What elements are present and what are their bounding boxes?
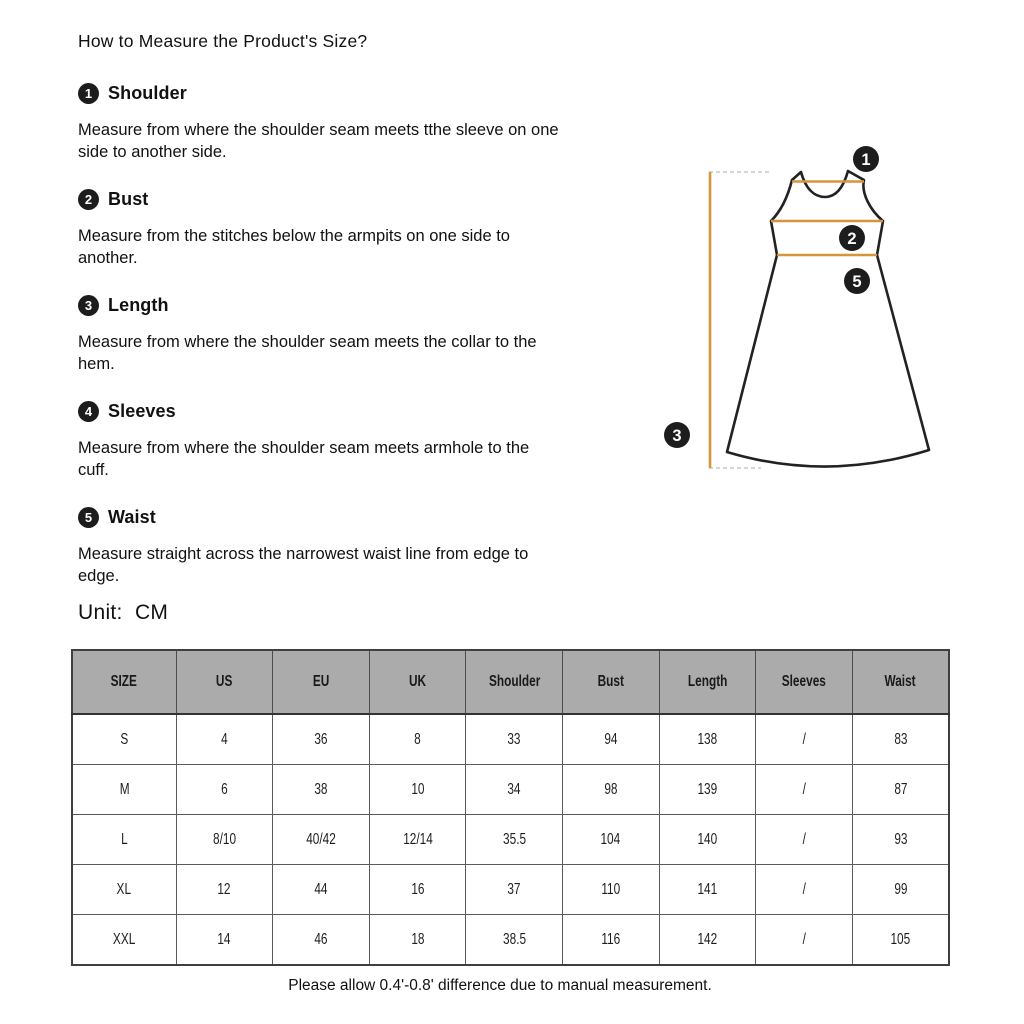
marker-length-number: 3: [672, 427, 682, 445]
marker-waist-number: 5: [852, 273, 862, 291]
cell-value: 8: [414, 730, 421, 748]
size-cell: [659, 865, 756, 915]
section-length: [78, 295, 612, 375]
table-row-xxl: [72, 915, 949, 966]
column-header-us: [176, 650, 273, 714]
cell-value: 18: [410, 930, 425, 948]
size-cell: [756, 865, 853, 915]
size-cell: [176, 915, 273, 966]
size-cell: [852, 865, 949, 915]
description-line: Measure from where the shoulder seam meets the collar to the: [78, 333, 537, 351]
size-cell: [563, 865, 660, 915]
section-label: Waist: [108, 507, 156, 527]
section-heading: [78, 401, 612, 422]
size-cell: [72, 815, 176, 865]
cell-value: 104: [600, 830, 621, 848]
size-cell: [176, 765, 273, 815]
cell-value: M: [119, 780, 130, 798]
cell-value: 98: [604, 780, 618, 798]
column-header-bust: [563, 650, 660, 714]
column-header-eu: [273, 650, 370, 714]
section-bust: [78, 189, 612, 269]
size-cell: [852, 765, 949, 815]
cell-value: 93: [893, 830, 908, 848]
cell-value: 38.5: [502, 930, 526, 948]
size-cell: [563, 714, 660, 765]
column-header-uk: [369, 650, 466, 714]
cell-value: 12: [217, 880, 231, 898]
size-cell: [466, 915, 563, 966]
cell-value: 34: [507, 780, 521, 798]
cell-value: XXL: [113, 930, 136, 948]
cell-value: /: [802, 780, 806, 798]
section-heading: [78, 295, 612, 316]
description-line: Measure from where the shoulder seam meets tthe sleeve on one: [78, 121, 559, 139]
cell-value: 138: [697, 730, 718, 748]
cell-value: 105: [890, 930, 911, 948]
size-cell: [659, 714, 756, 765]
section-heading: [78, 507, 612, 528]
table-row-s: [72, 714, 949, 765]
number-badge-2: 2: [78, 189, 99, 210]
size-cell: [852, 714, 949, 765]
section-label: Sleeves: [108, 401, 176, 421]
cell-value: 116: [601, 930, 621, 948]
table-row-m: [72, 765, 949, 815]
section-label: Shoulder: [108, 83, 187, 103]
cell-value: 139: [697, 780, 718, 798]
size-cell: [659, 915, 756, 966]
section-shoulder: [78, 83, 612, 163]
section-description: [78, 543, 612, 587]
description-line: another.: [78, 249, 138, 267]
number-badge-5: 5: [78, 507, 99, 528]
size-cell: [369, 865, 466, 915]
cell-value: 36: [314, 730, 328, 748]
cell-value: 46: [314, 930, 328, 948]
size-cell: [273, 815, 370, 865]
column-header-waist: [852, 650, 949, 714]
description-line: Measure from where the shoulder seam meets armhole to the: [78, 439, 530, 457]
size-cell: [369, 714, 466, 765]
size-cell: [659, 765, 756, 815]
cell-value: 33: [507, 730, 521, 748]
section-description: [78, 331, 612, 375]
size-cell: [466, 765, 563, 815]
table-row-xl: [72, 865, 949, 915]
cell-value: L: [120, 830, 128, 848]
number-badge-4: 4: [78, 401, 99, 422]
cell-value: 40/42: [306, 830, 336, 848]
cell-value: 10: [410, 780, 425, 798]
cell-value: 94: [604, 730, 618, 748]
size-cell: [852, 815, 949, 865]
size-cell: [852, 915, 949, 966]
cell-value: 141: [697, 880, 718, 898]
column-header-label: Bust: [597, 673, 624, 690]
description-line: Measure from the stitches below the armpits on one side to: [78, 227, 510, 245]
dress-outline: [727, 171, 929, 467]
size-cell: [369, 915, 466, 966]
size-cell: [466, 865, 563, 915]
cell-value: /: [802, 830, 806, 848]
cell-value: /: [802, 880, 806, 898]
section-description: [78, 437, 612, 481]
size-cell: [176, 815, 273, 865]
section-label: Length: [108, 295, 169, 315]
column-header-size: [72, 650, 176, 714]
cell-value: 14: [217, 930, 231, 948]
description-line: Measure straight across the narrowest waist line from edge to: [78, 545, 529, 563]
marker-bust-number: 2: [847, 230, 857, 248]
cell-value: 142: [697, 930, 718, 948]
header-row: [72, 650, 949, 714]
cell-value: 83: [893, 730, 908, 748]
cell-value: /: [802, 930, 806, 948]
column-header-shoulder: [466, 650, 563, 714]
column-header-label: Shoulder: [488, 673, 540, 690]
size-cell: [756, 815, 853, 865]
size-cell: [563, 915, 660, 966]
size-cell: [369, 815, 466, 865]
column-header-label: Waist: [884, 673, 916, 690]
size-cell: [273, 714, 370, 765]
measurement-note: Please allow 0.4'-0.8' difference due to manual measurement.: [288, 977, 712, 994]
size-cell: [563, 815, 660, 865]
cell-value: 38: [314, 780, 328, 798]
cell-value: 44: [314, 880, 328, 898]
size-cell: [72, 865, 176, 915]
description-line: cuff.: [78, 461, 109, 479]
section-description: [78, 225, 612, 269]
cell-value: 110: [601, 880, 621, 898]
unit-label: Unit: CM: [78, 601, 169, 624]
description-line: hem.: [78, 355, 115, 373]
section-label: Bust: [108, 189, 149, 209]
cell-value: 35.5: [502, 830, 526, 848]
description-line: edge.: [78, 567, 120, 585]
number-badge-1: 1: [78, 83, 99, 104]
measure-instructions: [78, 31, 612, 613]
column-header-label: US: [216, 673, 233, 690]
size-cell: [466, 714, 563, 765]
size-cell: [273, 915, 370, 966]
size-cell: [466, 815, 563, 865]
size-cell: [72, 765, 176, 815]
size-cell: [563, 765, 660, 815]
size-cell: [72, 714, 176, 765]
size-cell: [176, 865, 273, 915]
cell-value: S: [120, 730, 129, 748]
size-cell: [72, 915, 176, 966]
cell-value: 16: [410, 880, 425, 898]
marker-shoulder-number: 1: [861, 151, 871, 169]
size-cell: [369, 765, 466, 815]
size-table: [71, 649, 950, 966]
section-heading: [78, 189, 612, 210]
cell-value: 12/14: [402, 830, 433, 848]
size-cell: [659, 815, 756, 865]
size-table-header: [72, 650, 949, 714]
column-header-label: Length: [687, 673, 728, 690]
cell-value: 99: [893, 880, 908, 898]
size-table-body: [72, 714, 949, 965]
cell-value: 37: [507, 880, 521, 898]
table-row-l: [72, 815, 949, 865]
column-header-label: SIZE: [111, 673, 138, 690]
section-waist: [78, 507, 612, 587]
size-cell: [273, 865, 370, 915]
section-sleeves: [78, 401, 612, 481]
dress-diagram: [640, 118, 960, 490]
size-cell: [273, 765, 370, 815]
section-description: [78, 119, 612, 163]
size-cell: [756, 915, 853, 966]
cell-value: 6: [221, 780, 228, 798]
cell-value: XL: [116, 880, 132, 898]
size-cell: [756, 714, 853, 765]
cell-value: 140: [697, 830, 718, 848]
column-header-label: EU: [312, 673, 330, 690]
size-cell: [756, 765, 853, 815]
cell-value: 8/10: [212, 830, 236, 848]
section-heading: [78, 83, 612, 104]
column-header-sleeves: [756, 650, 853, 714]
size-cell: [176, 714, 273, 765]
cell-value: 4: [221, 730, 228, 748]
number-badge-3: 3: [78, 295, 99, 316]
page-title: How to Measure the Product's Size?: [78, 31, 368, 51]
column-header-length: [659, 650, 756, 714]
description-line: side to another side.: [78, 143, 227, 161]
column-header-label: UK: [409, 673, 427, 690]
cell-value: 87: [893, 780, 908, 798]
cell-value: /: [802, 730, 806, 748]
column-header-label: Sleeves: [781, 673, 827, 690]
